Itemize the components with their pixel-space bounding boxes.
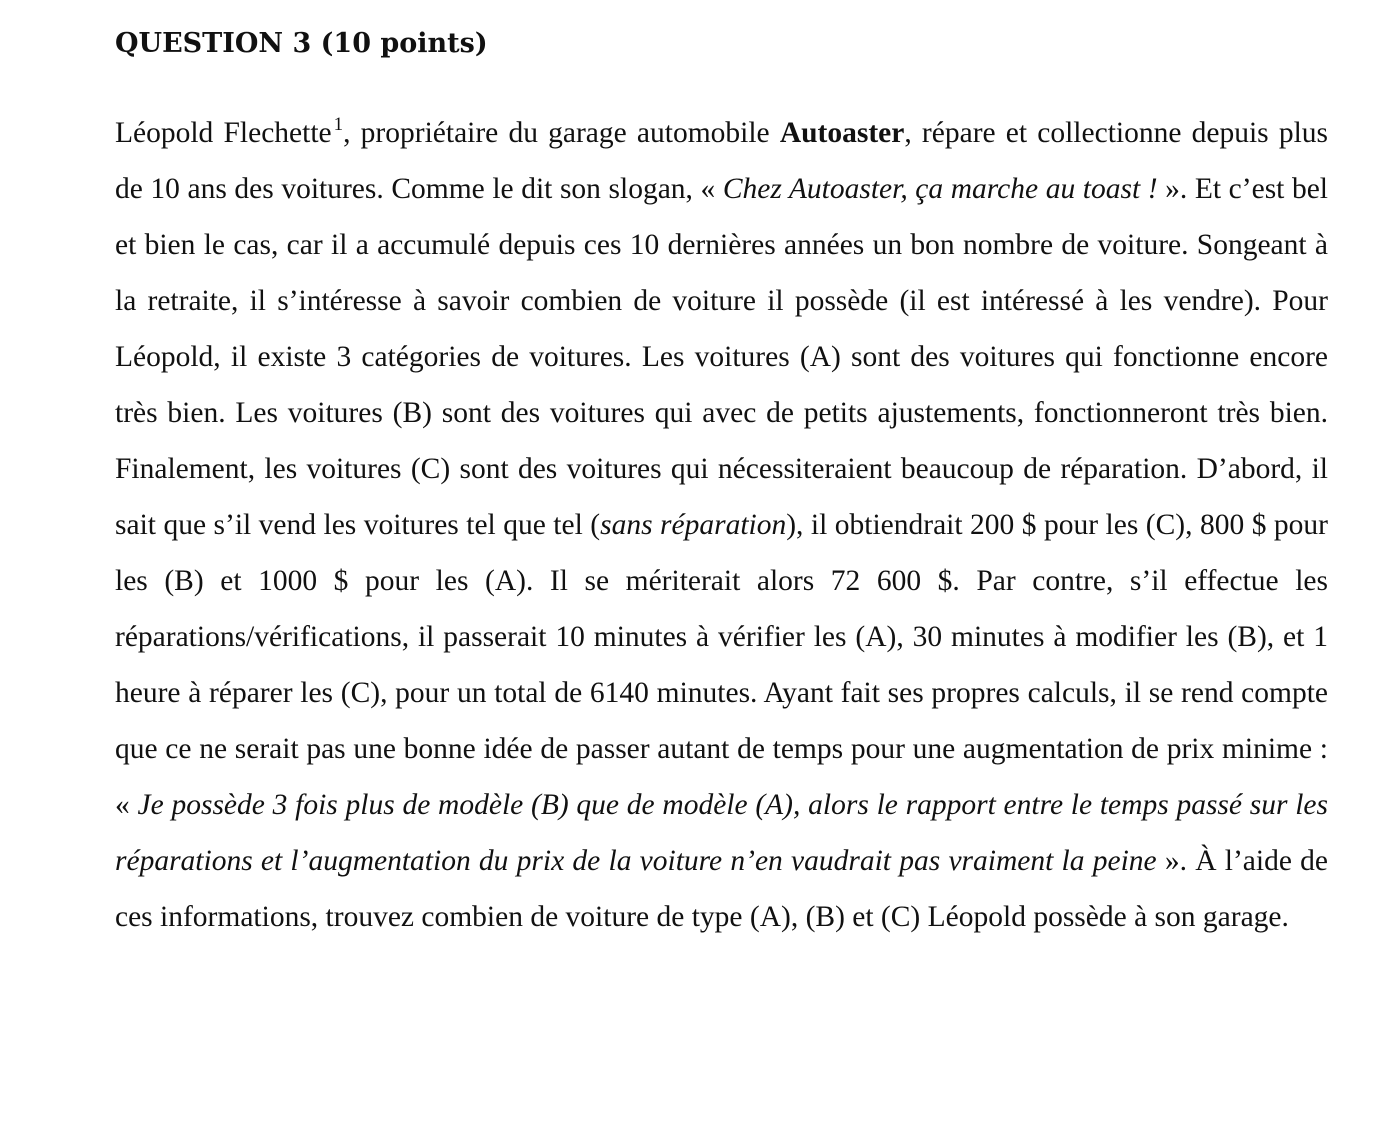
footnote-marker: 1 xyxy=(333,114,344,135)
garage-name: Autoaster xyxy=(779,117,905,149)
problem-text-segment: ». Et c’est bel et bien le cas, car il a accumulé depuis ces 10 dernières années un bon nombre de voiture. Songeant à la retraite, il s’intéresse à savoir combien de voiture il possède (il est intéressé à les vendre). Pour Léopold, il existe 3 catégories de voitures. Les voitures (A) sont des voitures qui fonctionne encore très bien. Les voitures (B) sont des voitures qui avec de petits ajustements, fonctionneront très bien. Finalement, les voitures (C) sont des voitures qui nécessiteraient beaucoup de réparation. D’abord, il sait que s’il vend les voitures tel que tel ( xyxy=(115,173,1328,541)
slogan: Chez Autoaster, ça marche au toast ! xyxy=(722,173,1158,205)
problem-text-segment: ), il obtiendrait 200 $ pour les (C), 800 $ pour les (B) et 1000 $ pour les (A). Il se mériterait alors 72 600 $. Par contre, s’il effectue les réparations/vérifications, il passerait 10 minutes à vérifier les (A), 30 minutes à modifier les (B), et 1 heure à réparer les (C), pour un total de 6140 minutes. Ayant fait ses propres calculs, il se rend compte que ce ne serait pas une bonne idée de passer autant de temps pour une augmentation de prix minime : « xyxy=(115,509,1328,821)
problem-text-segment: Léopold Flechette xyxy=(115,117,332,149)
problem-text-segment: , répare et collectionne depuis plus de 10 ans des voitures. Comme le dit son slogan, « xyxy=(115,117,1328,205)
problem-text-segment: ». À l’aide de ces informations, trouvez combien de voiture de type (A), (B) et (C) Léopold possède à son garage. xyxy=(115,845,1328,933)
no-repair-phrase: sans réparation xyxy=(600,509,787,541)
problem-text-segment: , propriétaire du garage automobile xyxy=(343,117,780,149)
leopold-quote: Je possède 3 fois plus de modèle (B) que de modèle (A), alors le rapport entre le temps passé sur les réparations et l’augmentation du prix de la voiture n’en vaudrait pas vraiment la peine xyxy=(115,789,1329,877)
question-heading: QUESTION 3 (10 points) xyxy=(115,28,488,59)
problem-statement xyxy=(115,105,1328,945)
